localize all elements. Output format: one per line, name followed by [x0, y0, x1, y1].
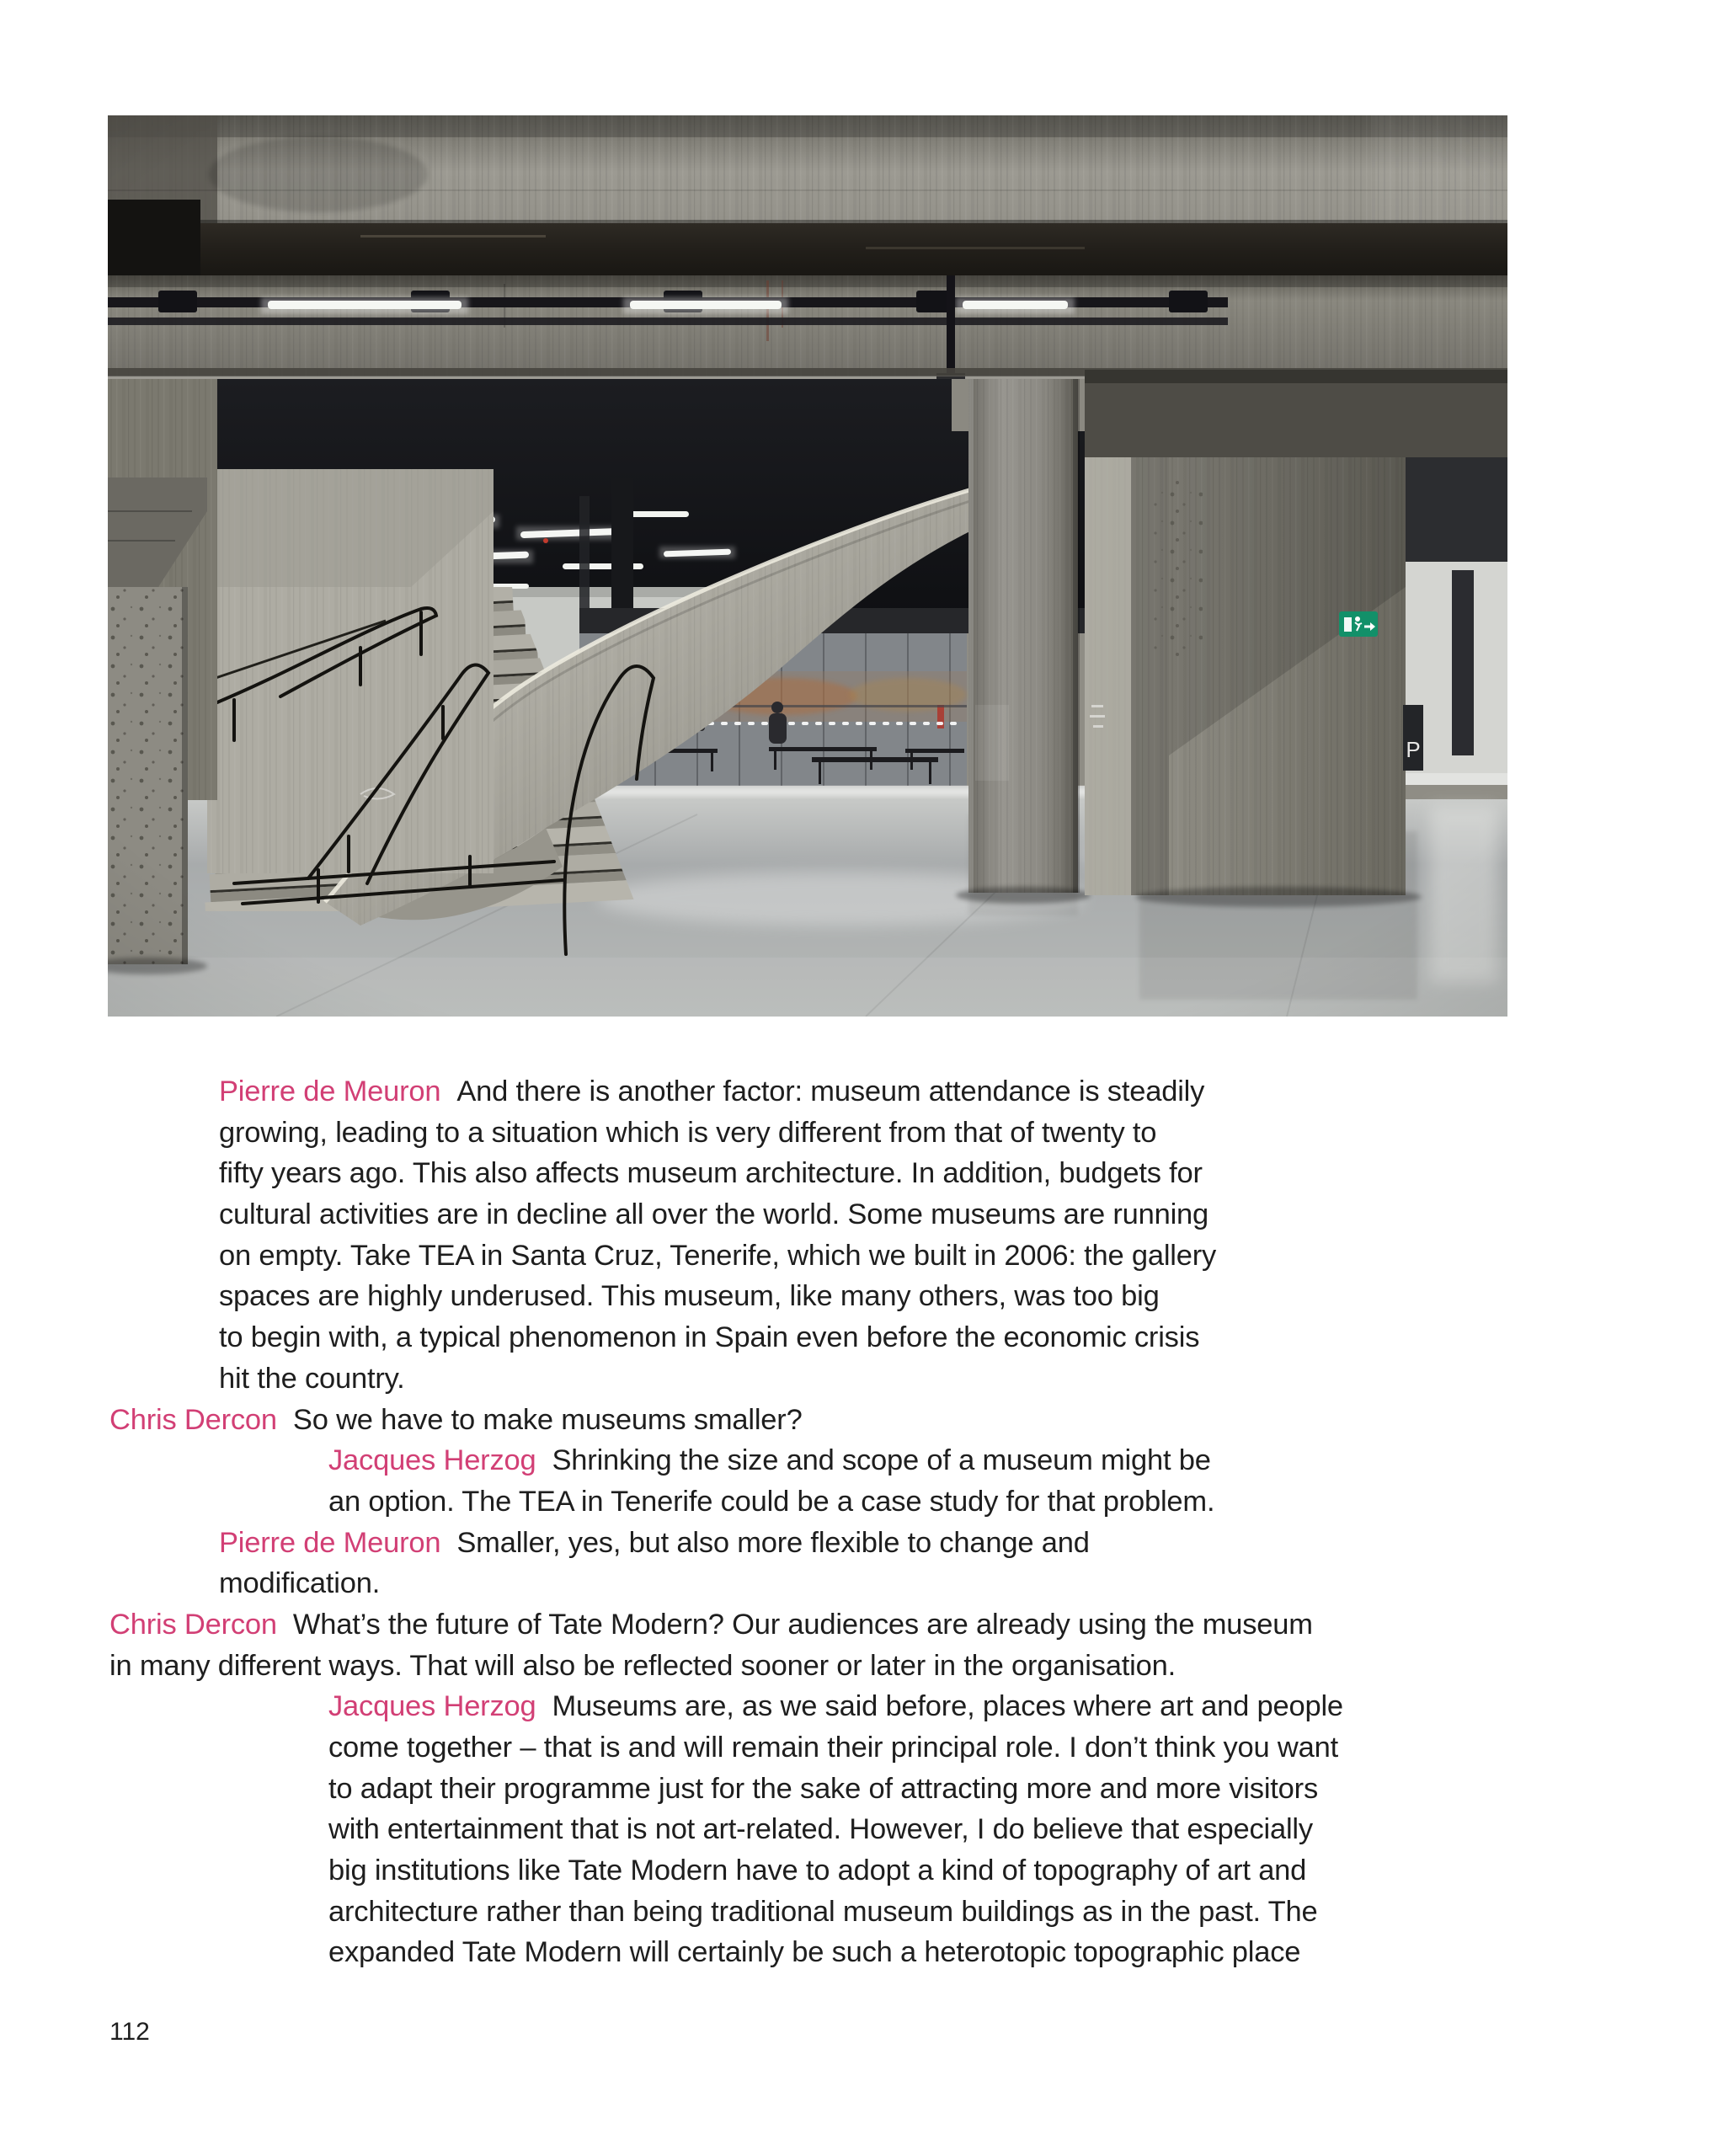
speaker-name: Jacques Herzog — [328, 1444, 536, 1477]
speaker-name: Jacques Herzog — [328, 1690, 536, 1723]
dialogue-line: to begin with, a typical phenomenon in Spain even before the economic crisis — [219, 1321, 1200, 1354]
dialogue-paragraph — [109, 1400, 1659, 1441]
speaker-name: Chris Dercon — [109, 1608, 277, 1641]
dialogue-paragraph — [109, 1523, 1659, 1604]
dialogue-line — [109, 1440, 1659, 1481]
speaker-name: Pierre de Meuron — [219, 1075, 441, 1107]
dialogue-text: And there is another factor: museum attendance is steadily — [456, 1075, 1205, 1107]
dialogue-line: an option. The TEA in Tenerife could be a case study for that problem. — [328, 1485, 1215, 1518]
dialogue-line: in many different ways. That will also be reflected sooner or later in the organisation. — [109, 1649, 1176, 1682]
dialogue-line: growing, leading to a situation which is very different from that of twenty to — [219, 1116, 1157, 1149]
concrete-interior-illustration — [108, 115, 1507, 1017]
dialogue-line: hit the country. — [219, 1362, 405, 1395]
dialogue-line — [109, 1400, 1659, 1441]
dialogue-line: to adapt their programme just for the sake of attracting more and more visitors — [328, 1772, 1318, 1805]
speaker-name: Pierre de Meuron — [219, 1526, 441, 1559]
dialogue-line: cultural activities are in decline all over the world. Some museums are running — [219, 1198, 1209, 1231]
dialogue-line: expanded Tate Modern will certainly be such a heterotopic topographic place — [328, 1936, 1301, 1969]
dialogue-text: Museums are, as we said before, places where art and people — [552, 1690, 1343, 1723]
dialogue-paragraph — [109, 1604, 1659, 1686]
speaker-name: Chris Dercon — [109, 1403, 277, 1436]
dialogue-line — [109, 1686, 1659, 1727]
dialogue-text: Smaller, yes, but also more flexible to change and — [456, 1526, 1090, 1559]
vignette — [108, 115, 1507, 1017]
dialogue-line: come together – that is and will remain their principal role. I don’t think you want — [328, 1732, 1338, 1764]
dialogue-paragraph — [109, 1440, 1659, 1522]
dialogue-line: modification. — [219, 1567, 381, 1600]
dialogue-line — [109, 1071, 1659, 1113]
interview-dialogue — [109, 1071, 1659, 1973]
dialogue-paragraph — [109, 1071, 1659, 1400]
page-number: 112 — [109, 2018, 150, 2046]
dialogue-line: fifty years ago. This also affects museum architecture. In addition, budgets for — [219, 1157, 1203, 1190]
dialogue-line: on empty. Take TEA in Santa Cruz, Tenerife, which we built in 2006: the gallery — [219, 1239, 1217, 1272]
dialogue-line: spaces are highly underused. This museum, like many others, was too big — [219, 1280, 1160, 1313]
dialogue-text: Shrinking the size and scope of a museum might be — [552, 1444, 1211, 1477]
dialogue-line: architecture rather than being traditional museum buildings as in the past. The — [328, 1895, 1318, 1928]
architecture-photo — [108, 115, 1507, 1017]
dialogue-text: So we have to make museums smaller? — [292, 1403, 803, 1436]
dialogue-line — [109, 1523, 1659, 1564]
dialogue-line: with entertainment that is not art-related. However, I do believe that especially — [328, 1813, 1313, 1846]
dialogue-line: big institutions like Tate Modern have to adopt a kind of topography of art and — [328, 1854, 1307, 1887]
dialogue-paragraph — [109, 1686, 1659, 1973]
dialogue-text: What’s the future of Tate Modern? Our audiences are already using the museum — [292, 1608, 1313, 1641]
dialogue-line — [109, 1604, 1659, 1646]
